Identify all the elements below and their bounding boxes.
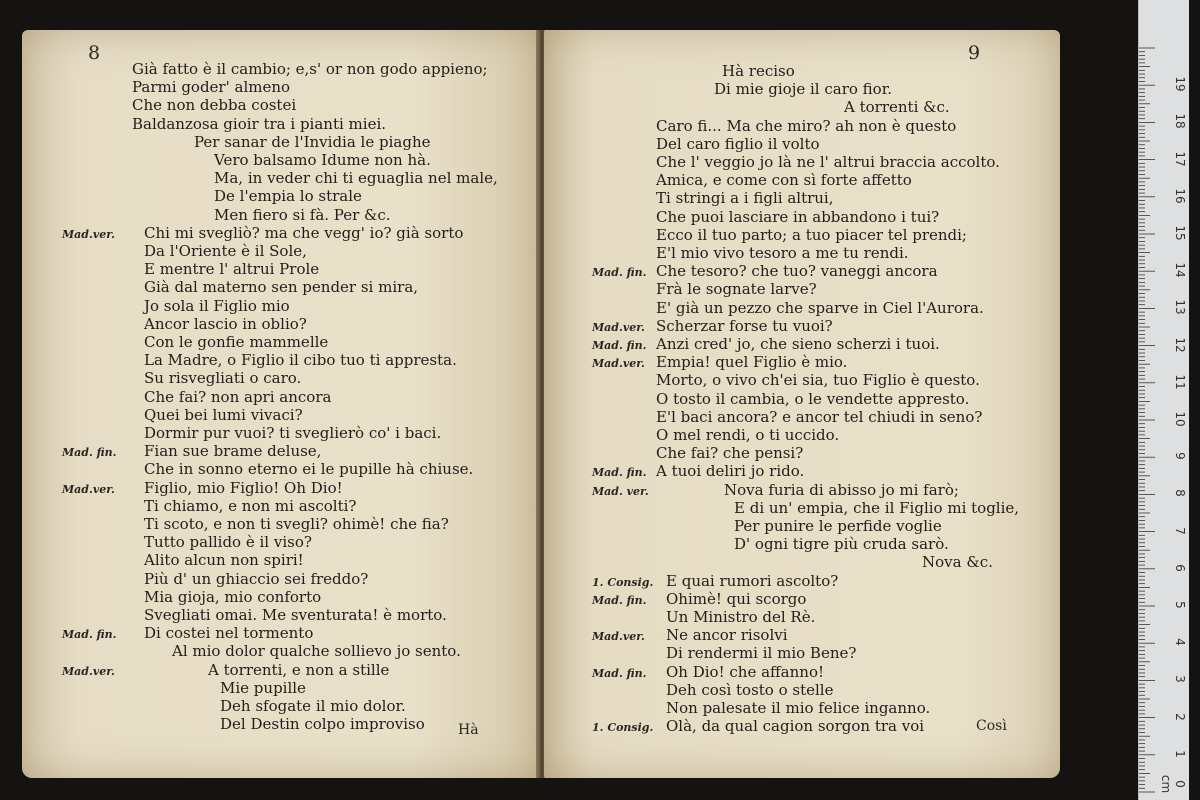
verse-line: Tutto pallido è il viso? (144, 533, 312, 552)
verse-line: Frà le sognate larve? (656, 280, 817, 299)
speaker-label: Mad. fin. (62, 628, 117, 642)
speaker-label: Mad. fin. (62, 446, 117, 460)
verse-line: Per punire le perfide voglie (734, 517, 942, 535)
verse-line: Per sanar de l'Invidia le piaghe (194, 132, 431, 151)
verse-line: Ti scoto, e non ti svegli? ohimè! che fia? (144, 515, 449, 533)
verse-line: Scherzar forse tu vuoi? (656, 316, 833, 335)
verse-line: Nova &c. (922, 553, 993, 572)
ruler-number: 2 (1173, 712, 1187, 721)
verse-line: Con le gonfie mammelle (144, 333, 329, 351)
ruler-number: 11 (1173, 374, 1187, 390)
verse-line: Morto, o vivo ch'ei sia, tuo Figlio è questo. (656, 371, 980, 390)
verse-line: Non palesate il mio felice inganno. (666, 699, 931, 717)
verse-line: Mie pupille (220, 678, 306, 697)
page-number-right: 9 (968, 42, 981, 64)
verse-line: Ecco il tuo parto; a tuo piacer tel prendi; (656, 225, 967, 244)
verse-line: E'l baci ancora? e ancor tel chiudi in seno? (656, 407, 983, 426)
verse-line: Su risvegliati o caro. (144, 369, 302, 388)
verse-line: Ti stringi a i figli altrui, (656, 189, 834, 208)
ruler-number: 6 (1173, 563, 1187, 572)
verse-line: Ma, in veder chi ti eguaglia nel male, (214, 169, 498, 188)
speaker-label: Mad.ver. (592, 320, 645, 334)
verse-line: Deh sfogate il mio dolor. (220, 697, 406, 715)
verse-line: Men fiero si fà. Per &c. (214, 205, 391, 224)
verse-line: Baldanzosa gioir tra i pianti miei. (132, 114, 387, 133)
verse-line: Ne ancor risolvi (666, 626, 788, 645)
verse-line: E di un' empia, che il Figlio mi toglie, (734, 498, 1020, 517)
catchword-right: Così (976, 718, 1007, 734)
verse-line: Mia gioja, mio conforto (144, 587, 322, 606)
verse-line: A tuoi deliri jo rido. (656, 462, 805, 481)
verse-line: Da l'Oriente è il Sole, (144, 242, 307, 260)
verse-line: Un Ministro del Rè. (666, 608, 816, 626)
verse-line: O mel rendi, o ti uccido. (656, 426, 840, 444)
ruler-number: 14 (1173, 262, 1187, 278)
verse-line: Che fai? non apri ancora (144, 387, 332, 406)
speaker-label: Mad. fin. (592, 466, 647, 480)
verse-line: Di rendermi il mio Bene? (666, 644, 857, 663)
verse-line: La Madre, o Figlio il cibo tuo ti appresta. (144, 351, 457, 370)
speaker-label: 1. Consig. (592, 575, 654, 589)
verse-line: De l'empia lo strale (214, 187, 362, 206)
catchword-left: Hà (458, 722, 479, 738)
measuring-ruler (1138, 0, 1189, 800)
verse-line: Che non debba costei (132, 96, 297, 115)
ruler-number: 4 (1173, 638, 1187, 646)
ruler-number: 17 (1173, 150, 1187, 167)
ruler-number: 10 (1173, 411, 1187, 427)
verse-line: E mentre l' altrui Prole (144, 260, 320, 279)
verse-line: Al mio dolor qualche sollievo jo sento. (172, 642, 461, 661)
ruler-number: 7 (1173, 526, 1187, 535)
speaker-label: Mad.ver. (592, 357, 645, 371)
speaker-label: Mad.ver. (62, 227, 115, 241)
verse-line: Empia! quel Figlio è mio. (656, 353, 848, 372)
ruler-number: 9 (1173, 452, 1187, 460)
verse-line: A torrenti, e non a stille (208, 660, 390, 679)
verse-line: Ohimè! qui scorgo (666, 589, 807, 608)
verse-line: D' ogni tigre più cruda sarò. (734, 535, 949, 554)
verse-line: Hà reciso (722, 62, 795, 80)
speaker-label: Mad.ver. (62, 482, 115, 496)
speaker-label: Mad.ver. (592, 630, 645, 644)
verse-line: Alito alcun non spiri! (144, 551, 304, 570)
verse-line: Chi mi svegliò? ma che vegg' io? già sorto (144, 223, 464, 242)
right-page (544, 30, 1060, 778)
ruler-number: 19 (1173, 76, 1187, 92)
verse-line: E' già un pezzo che sparve in Ciel l'Aurora. (656, 298, 984, 317)
verse-line: Che puoi lasciare in abbandono i tui? (656, 207, 940, 226)
verse-line: Più d' un ghiaccio sei freddo? (144, 569, 369, 588)
ruler-unit-label: 0 cm (1159, 774, 1187, 794)
ruler-number: 18 (1173, 113, 1187, 130)
verse-line: Che in sonno eterno ei le pupille hà chiuse. (144, 460, 474, 479)
verse-line: Che tesoro? che tuo? vaneggi ancora (656, 262, 938, 281)
verse-line: Vero balsamo Idume non hà. (214, 151, 431, 169)
ruler-number: 16 (1173, 188, 1187, 204)
ruler-number: 15 (1173, 225, 1187, 241)
speaker-label: 1. Consig. (592, 721, 654, 735)
verse-line: E'l mio vivo tesoro a me tu rendi. (656, 244, 909, 262)
verse-line: O tosto il cambia, o le vendette appresto. (656, 389, 970, 408)
speaker-label: Mad.ver. (62, 664, 115, 678)
verse-line: Amica, e come con sì forte affetto (656, 171, 912, 190)
verse-line: Ancor lascio in oblio? (144, 314, 307, 333)
speaker-label: Mad. fin. (592, 593, 647, 607)
verse-line: Parmi goder' almeno (132, 78, 291, 97)
ruler-number: 3 (1173, 675, 1187, 684)
speaker-label: Mad. fin. (592, 339, 647, 352)
verse-line: Figlio, mio Figlio! Oh Dio! (144, 478, 343, 497)
speaker-label: Mad. ver. (592, 484, 649, 498)
verse-line: Svegliati omai. Me sventurata! è morto. (144, 606, 447, 624)
verse-line: Deh così tosto o stelle (666, 680, 834, 699)
verse-line: Che l' veggio jo là ne l' altrui braccia accolto. (656, 153, 1000, 171)
verse-line: Quei bei lumi vivaci? (144, 405, 303, 424)
verse-line: Fian sue brame deluse, (144, 442, 322, 461)
verse-line: E quai rumori ascolto? (666, 571, 839, 590)
verse-line: Già dal materno sen pender si mira, (144, 278, 419, 297)
ruler-number: 12 (1173, 336, 1187, 353)
verse-line: Caro fi... Ma che miro? ah non è questo (656, 116, 957, 135)
page-number-left: 8 (88, 42, 101, 64)
verse-line: Ti chiamo, e non mi ascolti? (144, 496, 357, 515)
verse-line: Anzi cred' jo, che sieno scherzi i tuoi. (656, 335, 940, 353)
ruler-number: 8 (1173, 489, 1187, 498)
verse-line: Di costei nel tormento (144, 624, 314, 643)
ruler-number: 13 (1173, 299, 1187, 316)
verse-line: Oh Dio! che affanno! (666, 662, 825, 681)
verse-line: Del caro figlio il volto (656, 134, 820, 153)
verse-line: Che fai? che pensi? (656, 444, 804, 463)
verse-line: Del Destin colpo improviso (220, 715, 425, 734)
verse-line: Dormir pur vuoi? ti sveglierò co' i baci. (144, 424, 442, 442)
ruler-number: 5 (1173, 601, 1187, 609)
verse-line: A torrenti &c. (844, 98, 950, 117)
verse-line: Già fatto è il cambio; e,s' or non godo appieno; (132, 60, 488, 78)
ruler-number: 1 (1173, 749, 1187, 758)
verse-line: Nova furia di abisso jo mi farò; (724, 480, 959, 499)
verse-line: Olà, da qual cagion sorgon tra voi (666, 717, 925, 736)
verse-line: Jo sola il Figlio mio (144, 296, 290, 315)
verse-line: Di mie gioje il caro fior. (714, 80, 892, 99)
speaker-label: Mad. fin. (592, 266, 647, 280)
speaker-label: Mad. fin. (592, 666, 647, 680)
left-page (22, 30, 540, 778)
